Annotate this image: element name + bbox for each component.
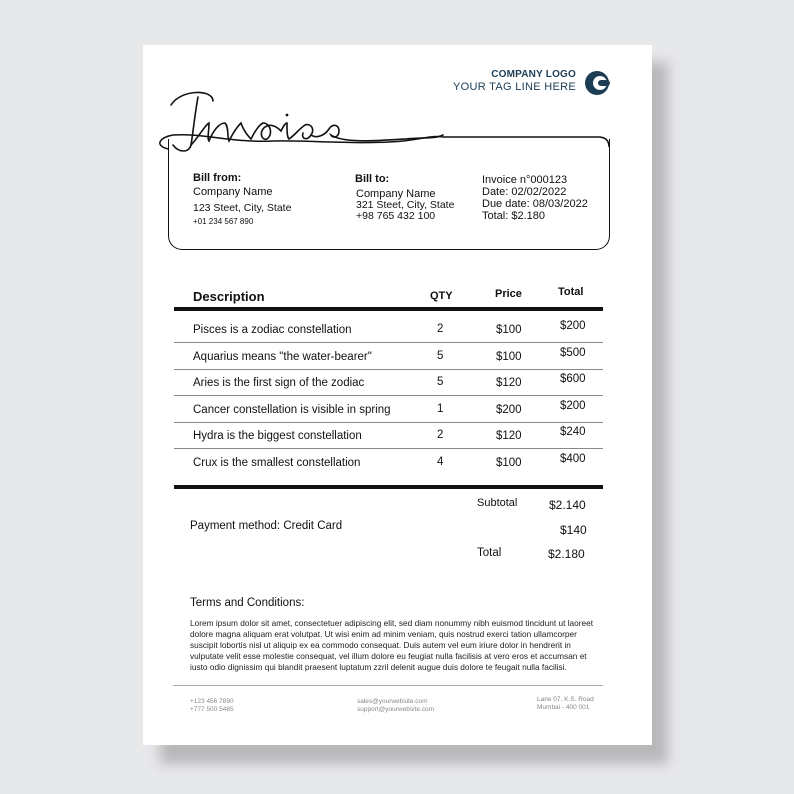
- row-qty: 1: [437, 402, 444, 415]
- row-qty: 5: [437, 349, 444, 362]
- invoice-due-date: Due date: 08/03/2022: [482, 198, 588, 210]
- bill-to-address: 321 Steet, City, State: [356, 199, 455, 211]
- row-description: Aquarius means "the water-bearer": [193, 350, 372, 363]
- row-divider: [174, 422, 603, 423]
- bill-from-company: Company Name: [193, 186, 273, 198]
- subtotal-label: Subtotal: [477, 497, 518, 509]
- row-total: $240: [560, 426, 586, 438]
- row-total: $500: [560, 346, 586, 359]
- bill-from-label: Bill from:: [193, 172, 242, 184]
- row-divider: [174, 342, 603, 343]
- row-price: $120: [496, 377, 522, 389]
- terms-body: Lorem ipsum dolor sit amet, consectetuer adipiscing elit, sed diam nonummy nibh euismod tincidunt ut laoreet dolore magna aliquam erat volutpat. Ut wisi enim ad minim veniam, quis nostrud exerci tation ullamcorper suscipit lobortis nisl ut aliquip ex ea commodo consequat. Duis autem vel eum iriure dolor in hendrerit in vulputate velit esse molestie consequat, vel illum dolore eu feugiat nulla facilisis at vero eros et accumsan et iusto odio dignissim qui blandit praesent luptatum zzril delenit augue duis dolore te feugait nulla facilisi.: [190, 618, 594, 672]
- row-divider: [174, 395, 603, 396]
- total-label: Total: [477, 547, 502, 559]
- row-total: $200: [560, 399, 586, 412]
- row-price: $100: [496, 324, 522, 336]
- payment-method: Payment method: Credit Card: [190, 520, 343, 532]
- bill-from-phone: +01 234 567 890: [193, 217, 254, 226]
- col-total: Total: [558, 286, 584, 298]
- row-description: Crux is the smallest constellation: [193, 456, 361, 469]
- row-divider: [174, 369, 603, 370]
- terms-title: Terms and Conditions:: [190, 597, 305, 609]
- row-description: Aries is the first sign of the zodiac: [193, 377, 365, 389]
- company-logo-text: COMPANY LOGO: [491, 69, 576, 80]
- table-bottom-rule: [174, 485, 603, 489]
- footer-address-2: Mumbai - 400 001: [537, 704, 590, 711]
- row-qty: 2: [437, 429, 444, 441]
- row-description: Hydra is the biggest constellation: [193, 430, 362, 442]
- bill-to-phone: +98 765 432 100: [356, 210, 436, 222]
- row-total: $200: [560, 320, 586, 332]
- row-description: Cancer constellation is visible in spring: [193, 403, 391, 416]
- subtotal-value: $2.140: [549, 498, 586, 512]
- bill-to-company: Company Name: [356, 188, 436, 200]
- col-price: Price: [495, 288, 522, 300]
- bill-from-address: 123 Steet, City, State: [193, 202, 292, 214]
- footer-phone-2: +777 500 5485: [190, 706, 234, 713]
- bill-to-label: Bill to:: [355, 173, 390, 185]
- row-total: $400: [560, 452, 586, 465]
- footer-address-1: Lane 07, K.S. Road: [537, 696, 594, 703]
- invoice-date: Date: 02/02/2022: [482, 186, 567, 198]
- invoice-page: [143, 45, 652, 745]
- row-qty: 5: [437, 376, 444, 388]
- footer-divider: [173, 685, 603, 686]
- footer-email-1: sales@yourwebsite.com: [357, 698, 428, 705]
- row-total: $600: [560, 373, 586, 385]
- row-divider: [174, 448, 603, 449]
- invoice-number: Invoice n°000123: [482, 174, 568, 186]
- row-qty: 4: [437, 455, 444, 468]
- row-price: $120: [496, 430, 522, 442]
- col-description: Description: [193, 289, 265, 304]
- tagline: YOUR TAG LINE HERE: [453, 81, 576, 93]
- row-price: $100: [496, 456, 522, 469]
- invoice-total: Total: $2.180: [482, 210, 545, 222]
- header-rule: [174, 307, 603, 311]
- row-price: $100: [496, 350, 522, 363]
- footer-phone-1: +123 456 7890: [190, 698, 234, 705]
- row-qty: 2: [437, 323, 444, 335]
- col-qty: QTY: [430, 290, 453, 302]
- row-price: $200: [496, 403, 522, 416]
- row-description: Pisces is a zodiac constellation: [193, 324, 352, 336]
- tax-value: $140: [560, 523, 587, 537]
- total-value: $2.180: [548, 547, 585, 561]
- footer-email-2: support@yourwebsite.com: [357, 706, 435, 713]
